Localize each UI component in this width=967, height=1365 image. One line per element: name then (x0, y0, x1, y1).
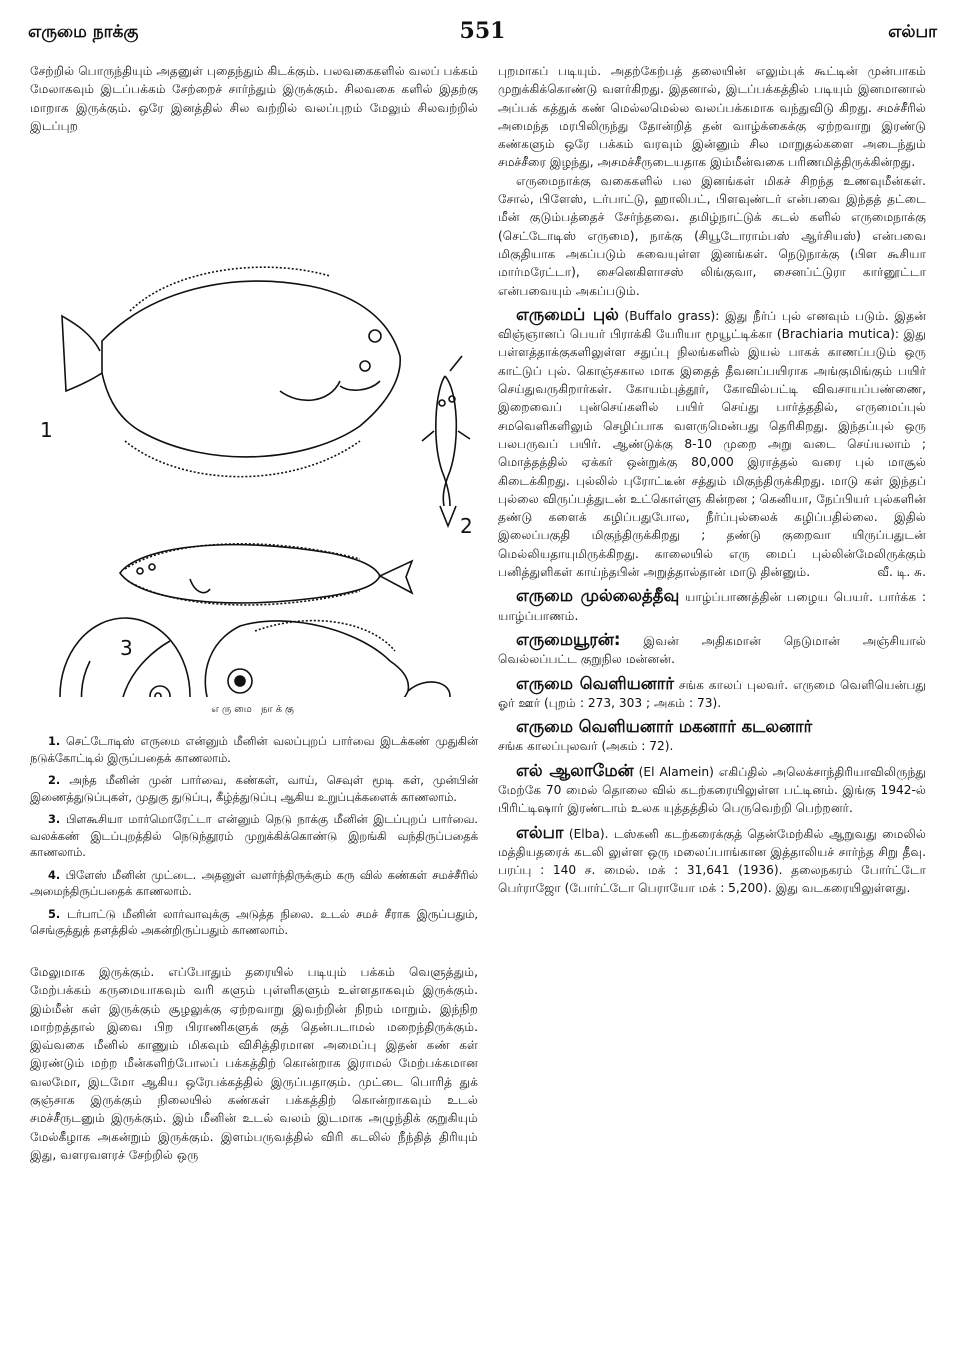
running-head-right: எல்பா (888, 22, 937, 42)
intro-paragraph: சேற்றில் பொருந்தியும் அதனுள் புதைந்தும் கிடக்கும். பலவகைகளில் வலப் பக்கம் மேலாகவும் இடப்பக்கம் சேற்றைச் சார்ந்தும் இருக்கும். சிலவகை களில் இதற்கு மாறாக இருக்கும். ஒரே இனத்தில் சில வற்றில் வலப்புறம் மேலும் சிலவற்றில் இடப்புற (30, 64, 478, 133)
entry-text: இது நீர்ப் புல் எனவும் படும். இதன் விஞ்ஞானப் பெயர் பிராக்கி யேரியா மூயூட்டிக்கா (Brachiaria mutica): இது பள்ளத்தாக்குகளிலுள்ள சதுப்பு நிலங்களில் இயல் பாகக் காணப்படும் ஒரு காட்டுப் புல். கொஞ்சகால மாக இதைத் தீவனப்பயிராக அங்குமிங்கும் பயிர் செய்துவருகிறார்கள். கோயம்புத்தூர், கோவில்பட்டி விவசாயப்பண்ணை, இறைவைப் புன்செய்களில் பயிர் செய்து பார்த்ததில், எருமைப்புல் சமவெளிகளிலும் செழிப்பாக வளருமென்பது தெரிகிறது. இந்தப்புல் ஒரு பலபருவப் பயிர். ஆண்டுக்கு 8-10 முறை அறு வடை செய்யலாம் ; மொத்தத்தில் ஏக்கர் ஒன்றுக்கு 80,000 இராத்தல் வரை புல் மாசூல் கிடைக்கிறது. புல்லில் புரோட்டீன் சத்தும் மிகுந்திருக்கிறது. மாடு கள் இந்தப் புல்லை விருப்பத்துடன் உட்கொள்ளு கின்றன ; கெனியா, நேப்பியர் புல்களின் தண்டு களைக் கழிப்பதுபோல, நீர்ப்புல்லைக் கழிப்பதில்லை. இதில் இலைப்பகுதி மிகுந்திருக்கிறது ; தண்டு குறைவா யிருப்பதுடன் மெல்லியதாயுமிருக்கிறது. காலையில் எரு மைப் புல்லின்மேலிருக்கும் பனித்துளிகள் காய்ந்தபின் அறுத்தால்தான் மாடு தின்னும். (498, 308, 927, 580)
caption-item: 1. செட்டோடிஸ் எருமை என்னும் மீனின் வலப்புறப் பார்வை இடக்கண் முதுகின் நடுக்கோட்டில் இருப்பதைக் காணலாம். (30, 734, 479, 765)
entry-text: சங்க காலப் புலவர். எருமை வெளியென்பது ஓர் ஊர் (புறம் : 273, 303 ; அகம் : 73). (498, 677, 926, 710)
entry-headword: எல்பா (516, 822, 564, 842)
fish-5-drawing (205, 621, 450, 697)
fish-3-drawing (120, 544, 412, 605)
entry-erumaiyuran (498, 631, 926, 669)
entry-text: எகிப்தில் அலெக்சாந்திரியாவிலிருந்து மேற்கே 70 மைல் தொலை வில் கடற்கரையிலுள்ள பட்டினம். இங்கு 1942-ல் பிரிட்டிஷார் இரண்டாம் உலக யுத்தத்தில் பெருவெற்றி பெற்றனர். (498, 764, 926, 816)
body-paragraph: மேலுமாக இருக்கும். எப்போதும் தரையில் படியும் பக்கம் வெளுத்தும், மேற்பக்கம் கருமையாகவும் வரி களும் புள்ளிகளும் உள்ளதாகவும் இருக்கும். இம்மீன் கள் இருக்கும் சூழலுக்கு ஏற்றவாறு இவற்றின் நிறம் மாறும். இந்நிற மாற்றத்தால் இவை பிற பிராணிகளுக் குத் தென்படாமல் மறைந்திருக்கும். இவ்வகை மீனில் காணும் மிகவும் விசித்திரமான அமைப்பு இதன் கண் கள் இரண்டும் மற்ற மீன்களிற்போலப் பக்கத்திற் கொன்றாக இராமல் மேற்பக்கமான வலமோ, இடமோ ஆகிய ஒரேபக்கத்தில் இருப்பதாகும். முட்டை பொரித் துக் குஞ்சாக இருக்கும் நிலையில் கண்கள் பக்கத்திற் கொன்றாகவும் உடல் சமச்சீருடனும் இருக்கும். இம் மீனின் உடல் வலம் இடமாக அழுந்திக் குறுகியும் மேல்கீழாக அகன்றும் இருக்கும். இளம்பருவத்தில் விரி கடலில் நீந்தித் திரியும் இது, வளரவளரச் சேற்றில் ஒரு (30, 964, 478, 1162)
entry-headword: எருமைப் புல் (516, 304, 619, 324)
continuation-paragraph: புறமாகப் படியும். அதற்கேற்பத் தலையின் எலும்புக் கூட்டின் முன்பாகம் முறுக்கிக்கொண்டு வளர்கிறது. இதனால், இடப்பக்கத்தில் படியும் இனமானால் அப்பக் கத்துக் கண் மெல்லமெல்ல வலப்பக்கமாக வந்துவிடு கிறது. சமச்சீரில் அமைந்த மரபிலிருந்து தோன்றித் தன் வாழ்க்கைக்கு ஏற்றவாறு இரண்டு கண்களும் ஒரே பக்கம் வரவும் இன்னும் சில மாறுதல்களை அடைந்தும் சமச்சீரை இழந்து, அசமச்சீருடையதாக இம்மீன்வகை பரிணமித்திருக்கின்றது. (498, 64, 926, 170)
caption-item: 3. பிளகூசியா மார்மொரேட்டா என்னும் நெடு நாக்கு மீனின் இடப்புறப் பார்வை. வலக்கண் இடப்புறத்தில் நெடுந்தூரம் முறுக்கிக்கொண்டு இறங்கி வந்திருப்பதைக் காணலாம். (30, 812, 478, 860)
entry-headword: எருமை வெளியனார் (516, 673, 675, 693)
fish-illustrations (30, 141, 478, 697)
fish-1-drawing (62, 267, 400, 476)
caption-item: 5. டர்பாட்டு மீனின் லார்வாவுக்கு அடுத்த நிலை. உடல் சமச் சீராக இருப்பதும், செங்குத்துத் தளத்தில் அகன்றிருப்பதும் காணலாம். (30, 906, 478, 938)
figure-caption-title: எருமை நாக்கு (211, 704, 297, 716)
entry-text: இவன் அதிகமான் நெடுமான் அஞ்சியால் வெல்லப்பட்ட குறுநில மன்னன். (498, 633, 926, 667)
food-fish-paragraph: எருமைநாக்கு வகைகளில் பல இனங்கள் மிகச் சிறந்த உணவுமீன்கள். சோல், பிளேஸ், டர்பாட்டு, ஹாலிபட், பிளவுண்டர் என்பவை இந்தத் தட்டை மீன் குடும்பத்தைச் சேர்ந்தவை. தமிழ்நாட்டுக் கடல் களில் எருமைநாக்கு (செட்டோடிஸ் எருமை), நாக்கு (சியூடோராம்பஸ் ஆர்சியஸ்) என்பவை மிகுதியாக அகப்படும் சுவையுள்ள இனங்கள். நெடுநாக்கு (பிள கூசியா மார்மரேட்டா), சைனெகிளாசஸ் லிங்குவா, சைனப்ட்டுரா கார்னூட்டா என்பவையும் அகப்படும். (498, 173, 926, 298)
entry-english: (Elba). (568, 826, 609, 841)
entry-buffalo-grass (498, 306, 926, 581)
entry-elba (498, 824, 926, 898)
figure-label-3: 3 (120, 636, 133, 661)
entry-text: சங்க காலப்புலவர் (அகம் : 72). (498, 739, 674, 754)
page-header (28, 18, 937, 50)
running-head-left: எருமை நாக்கு (28, 22, 139, 42)
fish-2-drawing (422, 356, 470, 526)
entry-mullaittivu (498, 587, 926, 625)
entry-kadalanar (498, 718, 926, 756)
author-initials: வீ. டி. சு. (877, 565, 926, 580)
figure-label-1: 1 (40, 418, 53, 443)
fish-figure (30, 141, 478, 697)
entry-english: (Buffalo grass): (624, 308, 720, 323)
entry-headword: எருமையூரன்: (516, 629, 621, 649)
entry-text: டஸ்கனி கடற்கரைக்குத் தென்மேற்கில் ஆறுவது மைலில் மத்தியதரைக் கடலி லுள்ள ஒரு மலைப்பாங்கான இத்தாலியச் சார்ந்த சிறு தீவு. பரப்பு : 140 ச. மைல். மக் : 31,641 (1936). தலைநகரம் போர்ட்டோ பெர்ராஜோ (போர்ட்டோ பெராயோ மக் : 5,200). இது வடகரையிலுள்ளது. (498, 826, 926, 896)
entry-el-alamein (498, 762, 926, 818)
page-number: 551 (459, 18, 506, 44)
right-column (498, 62, 926, 898)
entry-headword: எருமை முல்லைத்தீவு (516, 586, 680, 606)
entry-veliyanar (498, 675, 926, 713)
entry-english: (El Alamein) (638, 764, 714, 779)
entry-headword: எருமை வெளியனார் மகனார் கடலனார் (516, 717, 813, 737)
left-column (30, 62, 478, 1164)
entry-headword: எல் ஆலாமேன் (516, 760, 634, 780)
caption-item: 4. பிளேஸ் மீனின் முட்டை. அதனுள் வளர்ந்திருக்கும் கரு வில் கண்கள் சமச்சீரில் அமைந்திருப்பதைக் காணலாம். (30, 867, 478, 899)
entry-text: யாழ்ப்பாணத்தின் பழைய பெயர். பார்க்க : யாழ்ப்பாணம். (498, 590, 927, 623)
caption-item: 2. அந்த மீனின் முன் பார்வை, கண்கள், வாய், செவுள் மூடி கள், முன்பின் இணைத்துடுப்புகள், முதுகு துடுப்பு, கீழ்த்துடுப்பு ஆகிய உறுப்புக்களைக் காணலாம். (30, 773, 478, 804)
figure-label-2: 2 (460, 514, 473, 539)
